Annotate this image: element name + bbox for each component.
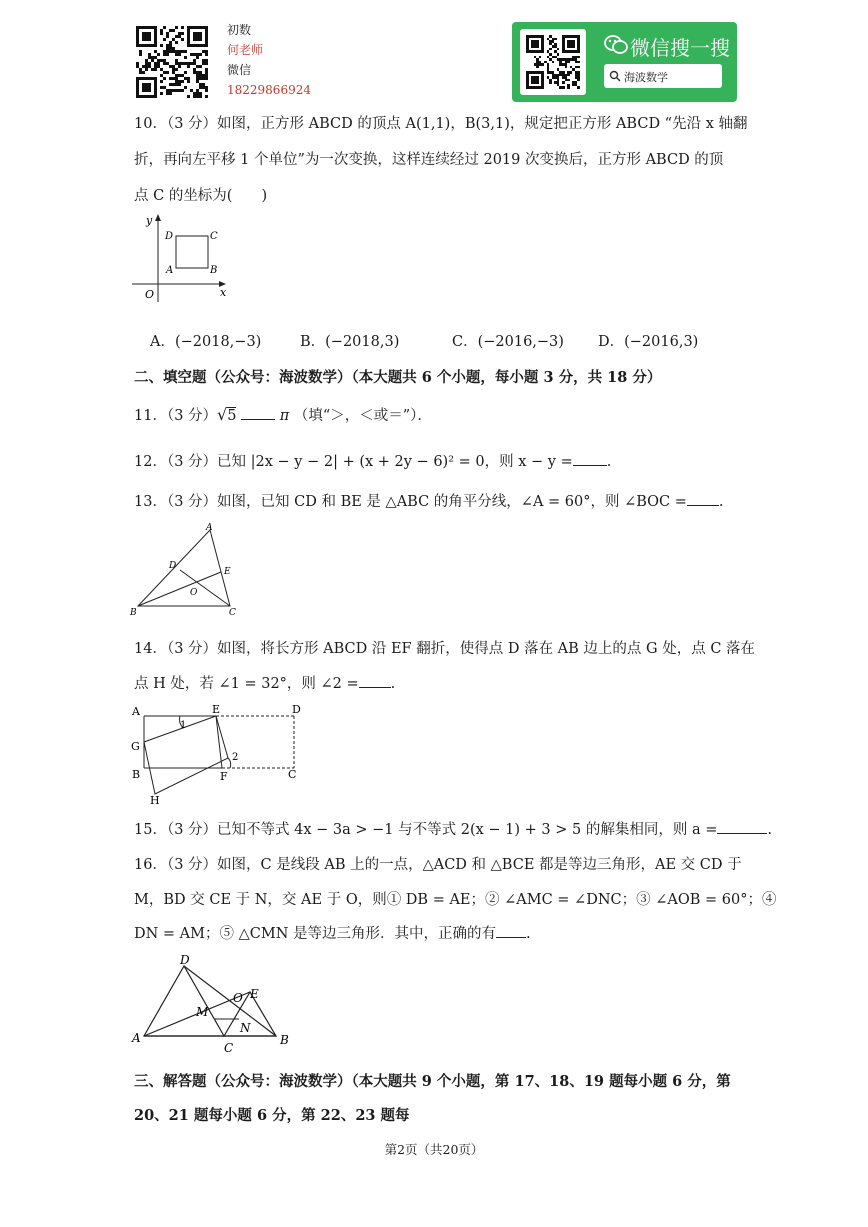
q16-period: . xyxy=(526,926,531,942)
bisector-cd xyxy=(180,570,230,606)
label-b: B xyxy=(130,608,137,618)
qr-module xyxy=(577,66,580,69)
qr-module xyxy=(187,80,190,83)
label-x: x xyxy=(220,286,227,299)
qr-module xyxy=(562,86,565,89)
qr-module xyxy=(166,35,169,38)
qr-module xyxy=(178,53,181,56)
qr-module xyxy=(160,92,163,95)
label-f: F xyxy=(220,770,228,783)
qr-module xyxy=(567,61,570,64)
qr-module xyxy=(554,38,557,41)
sqrt-sign: √ xyxy=(217,405,228,424)
q12-line xyxy=(134,450,611,471)
qr-module xyxy=(160,80,163,83)
qr-module xyxy=(567,86,570,89)
qr-module xyxy=(172,29,175,32)
qr-module xyxy=(567,74,570,77)
q14-line2 xyxy=(134,672,395,693)
qr-module xyxy=(199,53,202,56)
q11-line xyxy=(134,404,432,425)
qr-module xyxy=(145,68,148,71)
wechat-search-field xyxy=(604,64,722,88)
label-d: D xyxy=(169,561,177,571)
qr-finder xyxy=(531,76,539,84)
qr-module xyxy=(562,81,565,84)
fold-line-ef xyxy=(216,716,222,768)
label-a: A xyxy=(132,1031,141,1045)
qr-module xyxy=(181,32,184,35)
q11-radicand: 5 xyxy=(227,408,237,424)
label-g: G xyxy=(131,740,140,753)
q11-prefix: 11．（3 分） xyxy=(134,408,218,424)
label-angle-1: 1 xyxy=(180,720,187,731)
label-c: C xyxy=(210,231,218,242)
qr-module xyxy=(567,79,570,82)
q12-answer-blank[interactable] xyxy=(573,453,607,466)
q15-line xyxy=(134,818,772,839)
qr-module xyxy=(184,50,187,53)
qr-module xyxy=(565,66,568,69)
q10-line3: 点 C 的坐标为( ) xyxy=(134,188,268,204)
qr-module xyxy=(175,68,178,71)
label-n: N xyxy=(240,1021,251,1035)
qr-module xyxy=(187,95,190,98)
qr-module xyxy=(577,56,580,59)
section3-heading-line2: 20、21 题每小题 6 分，第 22、23 题每 xyxy=(134,1107,410,1124)
qr-module xyxy=(205,53,208,56)
q12-text: 12．（3 分）已知 |2x − y − 2| + (x + 2y − 6)² = 0，则 x − y = xyxy=(134,454,573,470)
qr-module xyxy=(205,77,208,80)
qr-module xyxy=(187,65,190,68)
qr-module xyxy=(154,68,157,71)
q14-line1: 14．（3 分）如图，将长方形 ABCD 沿 EF 翻折，使得点 D 落在 AB 边上的点 G 处，点 C 落在 xyxy=(134,641,756,657)
wechat-qr-code xyxy=(520,29,586,95)
wechat-search-banner xyxy=(512,22,737,102)
q10-option-d[interactable]: D．(−2016,3) xyxy=(598,334,699,350)
qr-module xyxy=(536,66,539,69)
qr-module xyxy=(557,53,560,56)
label-d: D xyxy=(180,953,190,967)
qr-module xyxy=(541,63,544,66)
q10-option-b[interactable]: B．(−2018,3) xyxy=(300,334,400,350)
qr-module xyxy=(175,26,178,29)
label-c: C xyxy=(229,608,236,618)
label-o: O xyxy=(190,588,198,598)
qr-module xyxy=(577,61,580,64)
label-d: D xyxy=(292,703,301,716)
q14-period: . xyxy=(390,676,396,692)
qr-module xyxy=(199,95,202,98)
qr-module xyxy=(181,80,184,83)
qr-module xyxy=(539,56,542,59)
qr-module xyxy=(557,48,560,51)
q10-option-c[interactable]: C．(−2016,−3) xyxy=(452,334,564,350)
q13-period: . xyxy=(718,494,724,510)
qr-module xyxy=(552,61,555,64)
qr-module xyxy=(205,62,208,65)
label-o: O xyxy=(233,991,243,1005)
qr-module xyxy=(577,79,580,82)
qr-finder xyxy=(193,32,202,41)
label-e: E xyxy=(224,567,231,577)
q13-line xyxy=(134,490,724,511)
q16-line1: 16．（3 分）如图，C 是线段 AB 上的一点，△ACD 和 △BCE 都是等边三角形，AE 交 CD 于 xyxy=(134,857,742,873)
q16-text: DN = AM；⑤ △CMN 是等边三角形．其中，正确的有 xyxy=(134,926,496,942)
q16-answer-blank[interactable] xyxy=(496,925,526,938)
label-o: O xyxy=(145,288,155,301)
label-h: H xyxy=(150,794,160,807)
qr-module xyxy=(181,89,184,92)
angle-2-arc xyxy=(228,758,231,768)
search-icon xyxy=(609,70,621,82)
label-b: B xyxy=(280,1033,289,1047)
qr-module xyxy=(160,44,163,47)
label-a: A xyxy=(206,523,213,533)
q13-text: 13．（3 分）如图，已知 CD 和 BE 是 △ABC 的角平分线，∠A = 60°，则 ∠BOC = xyxy=(134,494,687,510)
qr-module xyxy=(184,86,187,89)
teacher-name: 何老师 xyxy=(227,43,264,57)
wechat-search-text: 海波数学 xyxy=(624,71,668,84)
qr-module xyxy=(570,71,573,74)
q14-rectangle-figure xyxy=(128,700,308,808)
qr-module xyxy=(549,48,552,51)
wechat-icon xyxy=(604,34,628,56)
label-b: B xyxy=(132,768,141,781)
qr-module xyxy=(178,65,181,68)
q15-answer-blank[interactable] xyxy=(717,821,767,834)
qr-module xyxy=(169,92,172,95)
label-a: A xyxy=(132,705,140,718)
qr-module xyxy=(184,56,187,59)
qr-finder xyxy=(142,83,151,92)
qr-module xyxy=(175,41,178,44)
label-e: E xyxy=(212,703,221,716)
qr-module xyxy=(181,38,184,41)
q15-period: . xyxy=(767,822,772,838)
qr-finder xyxy=(567,40,575,48)
qr-module xyxy=(166,53,169,56)
qr-module xyxy=(157,53,160,56)
q10-line1: 10．（3 分）如图，正方形 ABCD 的顶点 A(1,1)，B(3,1)，规定把正方形 ABCD “先沿 x 轴翻 xyxy=(134,116,748,132)
label-angle-2: 2 xyxy=(232,752,239,763)
bisector-be xyxy=(138,572,221,606)
qr-module xyxy=(199,65,202,68)
qr-module xyxy=(142,71,145,74)
q14-text: 点 H 处，若 ∠1 = 32°，则 ∠2 = xyxy=(134,676,359,692)
qr-module xyxy=(160,32,163,35)
q14-answer-blank[interactable] xyxy=(359,675,391,688)
section3-heading-line1: 三、解答题（公众号：海波数学）（本大题共 9 个小题，第 17、18、19 题每小题 6 分，第 xyxy=(134,1073,731,1090)
q11-pi: π xyxy=(279,408,290,424)
q12-period: . xyxy=(606,454,612,470)
label-m: M xyxy=(196,1005,209,1019)
qr-module xyxy=(205,89,208,92)
qr-module xyxy=(181,26,184,29)
q16-equilateral-figure xyxy=(128,952,298,1056)
label-b: B xyxy=(210,265,218,276)
qr-module xyxy=(163,26,166,29)
teacher-qr-code xyxy=(136,26,208,98)
label-c: C xyxy=(288,768,297,781)
wechat-title: 微信搜一搜 xyxy=(630,36,730,60)
q10-option-a[interactable]: A．(−2018,−3) xyxy=(150,334,262,350)
teacher-phone: 18229866924 xyxy=(227,83,311,97)
label-d: D xyxy=(165,231,174,242)
q13-answer-blank[interactable] xyxy=(687,493,719,506)
section2-heading: 二、填空题（公众号：海波数学）（本大题共 6 个小题，每小题 3 分，共 18 分） xyxy=(134,369,662,386)
label-e: E xyxy=(250,987,259,1001)
q16-line2: M，BD 交 CE 于 N，交 AE 于 O，则① DB = AE；② ∠AMC = ∠DNC；③ ∠AOB = 60°；④ xyxy=(134,892,777,908)
qr-module xyxy=(184,71,187,74)
qr-module xyxy=(196,56,199,59)
label-c: C xyxy=(224,1041,234,1055)
triangle-acd xyxy=(144,966,224,1036)
qr-module xyxy=(577,86,580,89)
qr-module xyxy=(166,71,169,74)
q13-triangle-figure xyxy=(128,522,248,618)
qr-module xyxy=(163,77,166,80)
q15-text: 15．（3 分）已知不等式 4x − 3a > −1 与不等式 2(x − 1) + 3 > 5 的解集相同，则 a = xyxy=(134,822,718,838)
qr-module xyxy=(139,53,142,56)
qr-module xyxy=(178,83,181,86)
label-a: A xyxy=(166,265,174,276)
q10-coordinate-figure xyxy=(128,212,238,307)
teacher-wechat-label: 微信 xyxy=(227,63,252,77)
label-y: y xyxy=(146,214,153,227)
qr-finder xyxy=(531,40,539,48)
square-abcd xyxy=(176,236,208,268)
q16-line3 xyxy=(134,922,531,943)
y-arrow xyxy=(155,214,161,221)
q11-suffix: （填“＞，＜或＝”）． xyxy=(293,408,432,424)
qr-finder xyxy=(142,32,151,41)
teacher-label: 初数 xyxy=(227,23,252,37)
q10-line2: 折，再向左平移 1 个单位”为一次变换，这样连续经过 2019 次变换后，正方形 ABCD 的顶 xyxy=(134,152,724,168)
qr-module xyxy=(549,81,552,84)
qr-module xyxy=(163,38,166,41)
q11-answer-blank[interactable] xyxy=(241,407,275,420)
page-footer: 第2页（共20页） xyxy=(384,1142,484,1157)
triangle-abc xyxy=(138,530,230,606)
qr-module xyxy=(205,95,208,98)
